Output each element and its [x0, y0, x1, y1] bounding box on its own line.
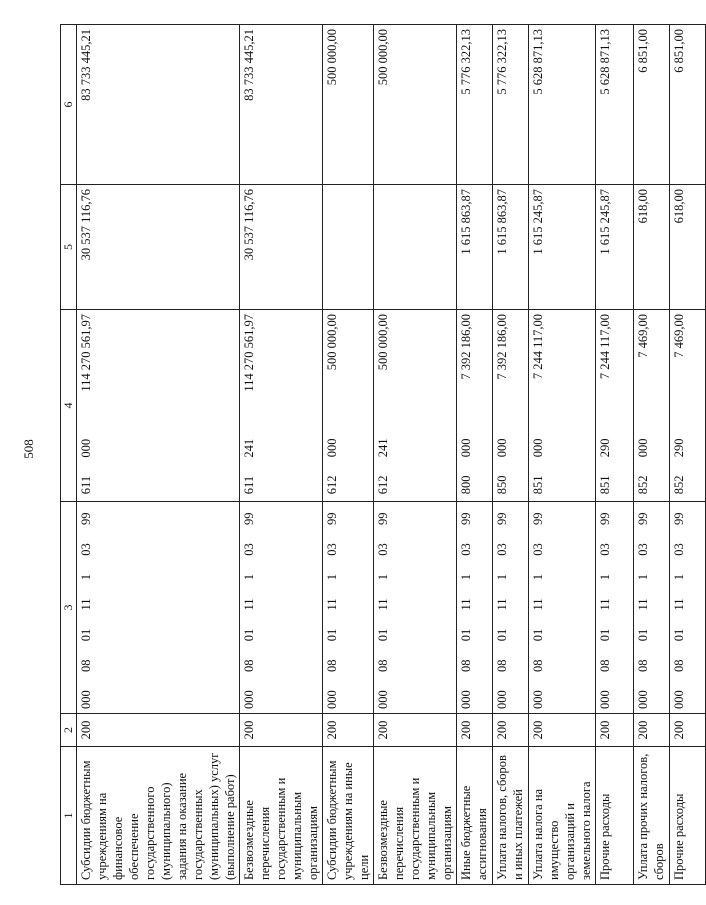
row-code: 200	[77, 714, 240, 747]
rotated-table-container	[60, 25, 687, 885]
row-col-5: 618,00	[634, 185, 670, 310]
row-col-6: 6 851,00	[670, 25, 706, 185]
row-kbk: 000 08 01 11 1 03 99 850 000	[493, 502, 529, 714]
header-col-5: 5	[61, 185, 77, 310]
row-col-6: 500 000,00	[323, 25, 374, 185]
row-kbk: 000 08 01 11 1 03 99 611 241	[240, 502, 323, 714]
table-row	[374, 25, 457, 885]
row-name: Прочие расходы	[596, 747, 634, 885]
row-code: 200	[493, 714, 529, 747]
row-name: Уплата прочих налогов, сборов	[634, 747, 670, 885]
row-code: 200	[634, 714, 670, 747]
row-col-6: 500 000,00	[374, 25, 457, 185]
table-row	[596, 25, 634, 885]
header-col-3: 3	[61, 502, 77, 714]
row-col-6: 5 776 322,13	[457, 25, 493, 185]
row-col-6: 83 733 445,21	[240, 25, 323, 185]
header-col-1: 1	[61, 747, 77, 885]
row-kbk: 000 08 01 11 1 03 99 612 000	[323, 502, 374, 714]
row-name: Безвозмездные перечисления государственным и муниципальным организациям	[240, 747, 323, 885]
row-col-4: 7 392 186,00	[457, 310, 493, 502]
row-name: Субсидии бюджетным учреждениям на финансовое обеспечение государственного (муниципального) задания на оказание государственных (муниципальных) услуг (выполнение работ)	[77, 747, 240, 885]
row-col-5: 30 537 116,76	[240, 185, 323, 310]
row-col-5	[374, 185, 457, 310]
row-name: Уплата налога на имущество организаций и земельного налога	[529, 747, 596, 885]
header-col-4: 4	[61, 310, 77, 502]
table-row	[529, 25, 596, 885]
table-row	[493, 25, 529, 885]
table-row	[670, 25, 706, 885]
row-col-5: 30 537 116,76	[77, 185, 240, 310]
header-row	[61, 25, 77, 885]
row-col-4: 500 000,00	[374, 310, 457, 502]
row-kbk: 000 08 01 11 1 03 99 851 000	[529, 502, 596, 714]
row-name: Субсидии бюджетным учреждениям на иные цели	[323, 747, 374, 885]
row-col-4: 114 270 561,97	[77, 310, 240, 502]
row-col-4: 7 244 117,00	[529, 310, 596, 502]
header-col-6: 6	[61, 25, 77, 185]
row-kbk: 000 08 01 11 1 03 99 611 000	[77, 502, 240, 714]
row-code: 200	[323, 714, 374, 747]
row-col-5: 1 615 245,87	[596, 185, 634, 310]
row-col-5: 618,00	[670, 185, 706, 310]
row-col-5: 1 615 863,87	[457, 185, 493, 310]
row-kbk: 000 08 01 11 1 03 99 851 290	[596, 502, 634, 714]
row-code: 200	[457, 714, 493, 747]
table-row	[77, 25, 240, 885]
row-col-6: 6 851,00	[634, 25, 670, 185]
row-col-6: 83 733 445,21	[77, 25, 240, 185]
row-col-4: 7 469,00	[634, 310, 670, 502]
row-col-5	[323, 185, 374, 310]
page-number: 508	[21, 439, 36, 459]
table-row	[457, 25, 493, 885]
budget-table	[60, 24, 706, 885]
row-col-6: 5 628 871,13	[596, 25, 634, 185]
row-col-4: 7 392 186,00	[493, 310, 529, 502]
row-col-5: 1 615 245,87	[529, 185, 596, 310]
row-kbk: 000 08 01 11 1 03 99 852 290	[670, 502, 706, 714]
row-col-6: 5 776 322,13	[493, 25, 529, 185]
header-col-2: 2	[61, 714, 77, 747]
row-code: 200	[240, 714, 323, 747]
row-col-4: 114 270 561,97	[240, 310, 323, 502]
row-name: Безвозмездные перечисления государственным и муниципальным организациям	[374, 747, 457, 885]
row-code: 200	[596, 714, 634, 747]
row-code: 200	[529, 714, 596, 747]
row-col-6: 5 628 871,13	[529, 25, 596, 185]
row-name: Прочие расходы	[670, 747, 706, 885]
row-kbk: 000 08 01 11 1 03 99 852 000	[634, 502, 670, 714]
row-col-4: 500 000,00	[323, 310, 374, 502]
row-kbk: 000 08 01 11 1 03 99 800 000	[457, 502, 493, 714]
row-col-5: 1 615 863,87	[493, 185, 529, 310]
row-name: Уплата налогов, сборов и иных платежей	[493, 747, 529, 885]
row-code: 200	[670, 714, 706, 747]
row-col-4: 7 244 117,00	[596, 310, 634, 502]
row-col-4: 7 469,00	[670, 310, 706, 502]
row-name: Иные бюджетные ассигнования	[457, 747, 493, 885]
table-row	[240, 25, 323, 885]
row-kbk: 000 08 01 11 1 03 99 612 241	[374, 502, 457, 714]
row-code: 200	[374, 714, 457, 747]
table-row	[323, 25, 374, 885]
table-row	[634, 25, 670, 885]
